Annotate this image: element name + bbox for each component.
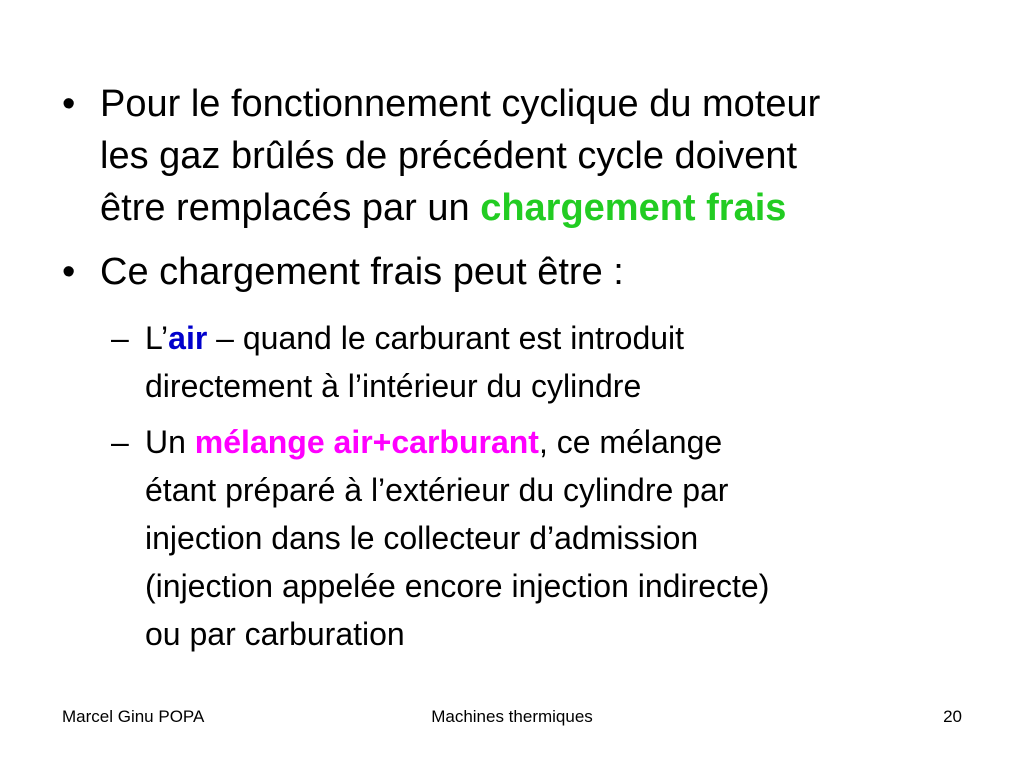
highlight-air: air <box>168 320 208 356</box>
highlight-chargement-frais: chargement frais <box>480 187 787 229</box>
footer-page-number: 20 <box>943 707 962 726</box>
sub-bullet-marker: – <box>111 320 129 356</box>
bullet-marker: • <box>62 83 76 125</box>
sub-bullet-line <box>145 418 769 466</box>
sub-bullet-marker: – <box>111 424 129 460</box>
sub-bullet-line: étant préparé à l’extérieur du cylindre par <box>145 472 729 508</box>
sub-bullet-rest: – quand le carburant est introduit <box>207 320 685 356</box>
sub-bullet-line <box>145 314 684 362</box>
footer-title: Machines thermiques <box>431 707 593 726</box>
sub-bullet-text <box>145 418 769 658</box>
highlight-melange: mélange air+carburant <box>194 424 539 460</box>
bullet-line <box>100 182 820 234</box>
sub-bullet-prefix: Un <box>145 424 195 460</box>
sub-bullet-line: ou par carburation <box>145 616 405 652</box>
bullet-text <box>100 246 624 298</box>
bullet-item <box>62 246 624 298</box>
bullet-marker: • <box>62 251 76 293</box>
bullet-line: Ce chargement frais peut être : <box>100 251 624 293</box>
sub-bullet-prefix: L’ <box>145 320 169 356</box>
sub-bullet-text <box>145 314 684 410</box>
bullet-text <box>100 78 820 234</box>
sub-bullet-line: (injection appelée encore injection indirecte) <box>145 568 770 604</box>
sub-bullet-item <box>111 314 684 410</box>
sub-bullet-line: directement à l’intérieur du cylindre <box>145 368 642 404</box>
bullet-line: les gaz brûlés de précédent cycle doivent <box>100 135 798 177</box>
sub-bullet-line: injection dans le collecteur d’admission <box>145 520 699 556</box>
footer-author: Marcel Ginu POPA <box>62 707 205 726</box>
sub-bullet-rest: , ce mélange <box>538 424 723 460</box>
bullet-line: Pour le fonctionnement cyclique du moteur <box>100 83 821 125</box>
sub-bullet-item <box>111 418 769 658</box>
bullet-item <box>62 78 820 234</box>
bullet-line-text: être remplacés par un <box>100 187 481 229</box>
